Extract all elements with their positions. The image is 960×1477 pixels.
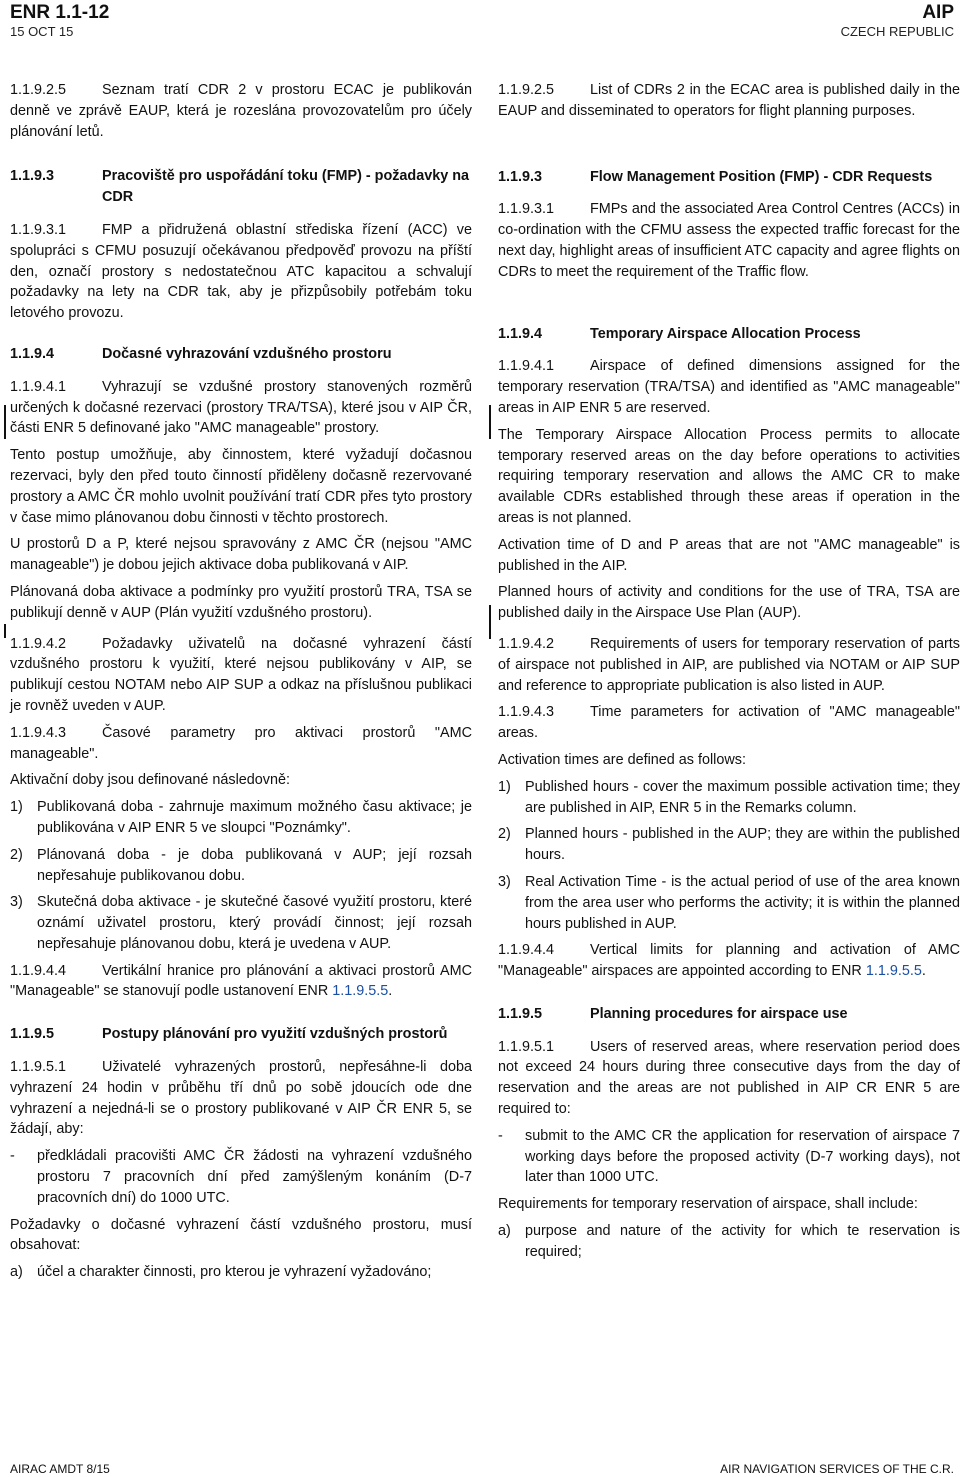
- paragraph: U prostorů D a P, které nejsou spravovány z AMC ČR (nejsou "AMC manageable") je dobou jejich aktivace doba publikovaná v AIP.: [10, 536, 472, 574]
- list-marker: 2): [10, 846, 23, 863]
- paragraph-text: Uživatelé vyhrazených prostorů, nepřesáhne-li doba vyhrazení 24 hodin v průběhu tří dnů po sobě jdoucích ode dne vyhrazení a nejedná-li se o prostory publikované v AIP ČR ENR 5, se žádají, aby:: [10, 1059, 472, 1138]
- list-text: účel a charakter činnosti, pro kterou je vyhrazení vyžadováno;: [37, 1264, 432, 1281]
- section-number: 1.1.9.3: [498, 168, 543, 185]
- section-heading: [10, 166, 472, 208]
- paragraph-text: Vertikální hranice pro plánování a aktivaci prostorů AMC "Manageable" se stanovují podle ustanovení ENR: [10, 962, 472, 1000]
- paragraph: [10, 80, 472, 142]
- paragraph-number: 1.1.9.3.1: [10, 221, 67, 238]
- list-item: [10, 1262, 472, 1283]
- paragraph: The Temporary Airspace Allocation Process permits to allocate temporary reserved areas on the day before operations to activities requiring temporary reservation and allows the AMC CR to make available CDRs established through these areas if operation in the areas is not planned.: [498, 426, 960, 526]
- paragraph: [498, 80, 960, 122]
- list-text: předkládali pracovišti AMC ČR žádosti na vyhrazení vzdušného prostoru 7 pracovních dní před zamýšleným konáním (D-7 pracovních dní) do 1000 UTC.: [37, 1148, 472, 1206]
- section-heading: [498, 1004, 960, 1025]
- paragraph-text: Požadavky uživatelů na dočasné vyhrazení částí vzdušného prostoru k využití, které nejsou publikovány v AIP, se publikují cestou NOTAM nebo AIP SUP a odkaz na příslušnou publikaci je rovněž uveden v AUP.: [10, 635, 472, 714]
- list-item: [10, 797, 472, 839]
- list-item: [10, 892, 472, 954]
- paragraph-text: FMPs and the associated Area Control Centres (ACCs) in co-ordination with the CFMU assess the expected traffic forecast for the next day, highlight areas of insufficient ATC capacity and agree flights on CDRs to meet the requirement of the Traffic flow.: [498, 201, 960, 280]
- paragraph-number: 1.1.9.4.4: [10, 962, 67, 979]
- list-marker: 2): [498, 826, 511, 843]
- section-heading: [10, 1024, 472, 1045]
- section-heading: [10, 344, 472, 365]
- paragraph-number: 1.1.9.4.3: [10, 724, 67, 741]
- paragraph-text: Vertical limits for planning and activation of AMC "Manageable" airspaces are appointed according to ENR: [498, 942, 960, 980]
- list-marker: -: [498, 1127, 503, 1144]
- list-text: submit to the AMC CR the application for reservation of airspace 7 working days before the proposed activity (D-7 working days), not later than 1000 UTC.: [525, 1127, 960, 1186]
- paragraph: [10, 377, 472, 439]
- section-number: 1.1.9.4: [10, 345, 55, 362]
- section-title: Pracoviště pro uspořádání toku (FMP) - požadavky na CDR: [102, 168, 470, 206]
- paragraph-text-end: .: [388, 983, 393, 1000]
- paragraph: [10, 723, 472, 765]
- paragraph: Aktivační doby jsou definované následovně:: [10, 772, 291, 789]
- paragraph: Requirements for temporary reservation of airspace, shall include:: [498, 1196, 918, 1213]
- paragraph-number: 1.1.9.4.1: [498, 358, 555, 375]
- page-header-left: [10, 2, 109, 40]
- paragraph-number: 1.1.9.4.1: [10, 378, 67, 395]
- paragraph: Activation time of D and P areas that are not "AMC manageable" is published in the AIP.: [498, 536, 960, 574]
- paragraph-text: Users of reserved areas, where reservation period does not exceed 24 hours during three consecutive days from the day of reservation and the areas are not published in AIP CR ENR 5 are required to:: [498, 1038, 960, 1118]
- footer-publisher: AIR NAVIGATION SERVICES OF THE C.R.: [720, 1462, 954, 1476]
- section-title: Planning procedures for airspace use: [590, 1005, 848, 1022]
- paragraph: Activation times are defined as follows:: [498, 751, 746, 768]
- paragraph-text-end: .: [921, 963, 926, 980]
- list-item: [498, 872, 960, 934]
- list-marker: 3): [10, 894, 23, 911]
- paragraph: [10, 961, 472, 1003]
- paragraph-text: FMP a přidružená oblastní střediska řízení (ACC) ve spolupráci s CFMU posuzují očekávanou předpověď provozu na příští den, označí prostory s nedostatečnou ATC kapacitou a schvalují požadavky na lety na CDR tak, aby je přizpůsobily potřebám toku letového provozu.: [10, 221, 472, 322]
- paragraph: [498, 702, 960, 744]
- section-number: 1.1.9.5: [10, 1026, 55, 1043]
- list-item: [498, 1126, 960, 1188]
- list-item: [498, 1221, 960, 1263]
- czech-column: [10, 80, 472, 1289]
- paragraph-number: 1.1.9.5.1: [498, 1038, 555, 1055]
- paragraph: [498, 356, 960, 418]
- paragraph-number: 1.1.9.4.4: [498, 942, 555, 959]
- english-column: [498, 80, 960, 1269]
- section-number: 1.1.9.4: [498, 325, 543, 342]
- section-heading: [498, 324, 960, 345]
- list-marker: a): [10, 1264, 23, 1281]
- paragraph-text: Time parameters for activation of "AMC manageable" areas.: [498, 704, 960, 742]
- list-text: Planned hours - published in the AUP; they are within the published hours.: [525, 826, 960, 864]
- paragraph-text: Vyhrazují se vzdušné prostory stanovených rozměrů určených k dočasné rezervaci (prostory TRA/TSA), které jsou v AIP ČR, části ENR 5 definované jako "AMC manageable" prostory.: [10, 378, 472, 437]
- section-title: Flow Management Position (FMP) - CDR Requests: [590, 168, 933, 185]
- list-marker: a): [498, 1223, 511, 1240]
- list-item: [10, 845, 472, 887]
- paragraph: Planned hours of activity and conditions for the use of TRA, TSA are published daily in the Airspace Use Plan (AUP).: [498, 584, 960, 622]
- paragraph: Tento postup umožňuje, aby činnostem, které vyžadují dočasnou rezervaci, byly den před touto činností přiděleny dočasně rezervované prostory a AMC ČR mohlo uvolnit používání tratí CDR přes tyto prostory v čase mimo plánovanou dobu činnosti v těchto prostorech.: [10, 447, 472, 526]
- section-title: Postupy plánování pro využití vzdušných prostorů: [102, 1026, 448, 1043]
- paragraph: Požadavky o dočasné vyhrazení částí vzdušného prostoru, musí obsahovat:: [10, 1216, 472, 1254]
- paragraph: [498, 634, 960, 696]
- cross-reference-link[interactable]: 1.1.9.5.5: [865, 963, 922, 980]
- paragraph-text: Časové parametry pro aktivaci prostorů "AMC manageable".: [10, 724, 472, 762]
- paragraph-number: 1.1.9.4.3: [498, 704, 555, 721]
- change-bar: [4, 405, 6, 439]
- section-number: 1.1.9.3: [10, 168, 55, 185]
- section-number: 1.1.9.5: [498, 1005, 543, 1022]
- document-id: ENR 1.1-12: [10, 2, 110, 23]
- paragraph-number: 1.1.9.4.2: [498, 635, 555, 652]
- paragraph: [498, 199, 960, 282]
- list-text: Published hours - cover the maximum possible activation time; they are published in AIP, ENR 5 in the Remarks column.: [525, 778, 960, 816]
- list-marker: 1): [498, 778, 511, 795]
- publication-name: AIP: [922, 2, 954, 23]
- paragraph-text: Airspace of defined dimensions assigned for the temporary reservation (TRA/TSA) and identified as "AMC manageable" areas in AIP ENR 5 are reserved.: [498, 358, 960, 416]
- paragraph-number: 1.1.9.3.1: [498, 201, 555, 218]
- list-item: [498, 777, 960, 819]
- list-item: [10, 1146, 472, 1208]
- paragraph: [10, 220, 472, 324]
- list-text: purpose and nature of the activity for which te reservation is required;: [525, 1223, 960, 1260]
- change-bar: [489, 405, 491, 439]
- list-text: Real Activation Time - is the actual period of use of the area known from the area user who performs the activity; it is within the planned hours published in AUP.: [525, 873, 960, 932]
- effective-date: 15 OCT 15: [10, 24, 74, 39]
- paragraph: [498, 1037, 960, 1120]
- paragraph: [10, 1057, 472, 1140]
- paragraph: Plánovaná doba aktivace a podmínky pro využití prostorů TRA, TSA se publikují denně v AUP (Plán využití vzdušného prostoru).: [10, 583, 472, 621]
- paragraph-text: List of CDRs 2 in the ECAC area is published daily in the EAUP and disseminated to operators for flight planning purposes.: [498, 82, 960, 119]
- footer-amendment: AIRAC AMDT 8/15: [10, 1462, 110, 1476]
- paragraph: [498, 940, 960, 982]
- cross-reference-link[interactable]: 1.1.9.5.5: [332, 983, 389, 1000]
- change-bar: [489, 605, 491, 639]
- list-text: Publikovaná doba - zahrnuje maximum možného času aktivace; je publikována v AIP ENR 5 ve sloupci "Poznámky".: [37, 799, 472, 836]
- paragraph-number: 1.1.9.4.2: [10, 635, 67, 652]
- list-marker: 1): [10, 799, 23, 816]
- list-item: [498, 824, 960, 866]
- change-bar: [4, 624, 6, 638]
- paragraph-number: 1.1.9.2.5: [498, 82, 555, 98]
- list-text: Plánovaná doba - je doba publikovaná v AUP; její rozsah nepřesahuje publikovanou dobu.: [37, 846, 472, 884]
- section-title: Temporary Airspace Allocation Process: [590, 325, 861, 342]
- paragraph-number: 1.1.9.5.1: [10, 1059, 67, 1076]
- list-marker: 3): [498, 873, 511, 890]
- paragraph-text: Seznam tratí CDR 2 v prostoru ECAC je publikován denně ve zprávě EAUP, která je rozeslána provozovatelům pro účely plánování letů.: [10, 82, 472, 140]
- list-text: Skutečná doba aktivace - je skutečné časové využití prostoru, které oznámí uživatel prostoru, který provádí činnost; její rozsah nepřesahuje plánovanou dobu, která je uvedena v AUP.: [37, 894, 472, 952]
- section-heading: [498, 167, 960, 188]
- paragraph-text: Requirements of users for temporary reservation of parts of airspace not published in AIP, are published via NOTAM or AIP SUP and reference to appropriate publication is also listed in AUP.: [498, 635, 960, 694]
- country-name: CZECH REPUBLIC: [840, 24, 954, 39]
- list-marker: -: [10, 1148, 15, 1165]
- page-header-right: [841, 2, 954, 40]
- paragraph: [10, 634, 472, 717]
- section-title: Dočasné vyhrazování vzdušného prostoru: [102, 345, 392, 362]
- paragraph-number: 1.1.9.2.5: [10, 82, 67, 98]
